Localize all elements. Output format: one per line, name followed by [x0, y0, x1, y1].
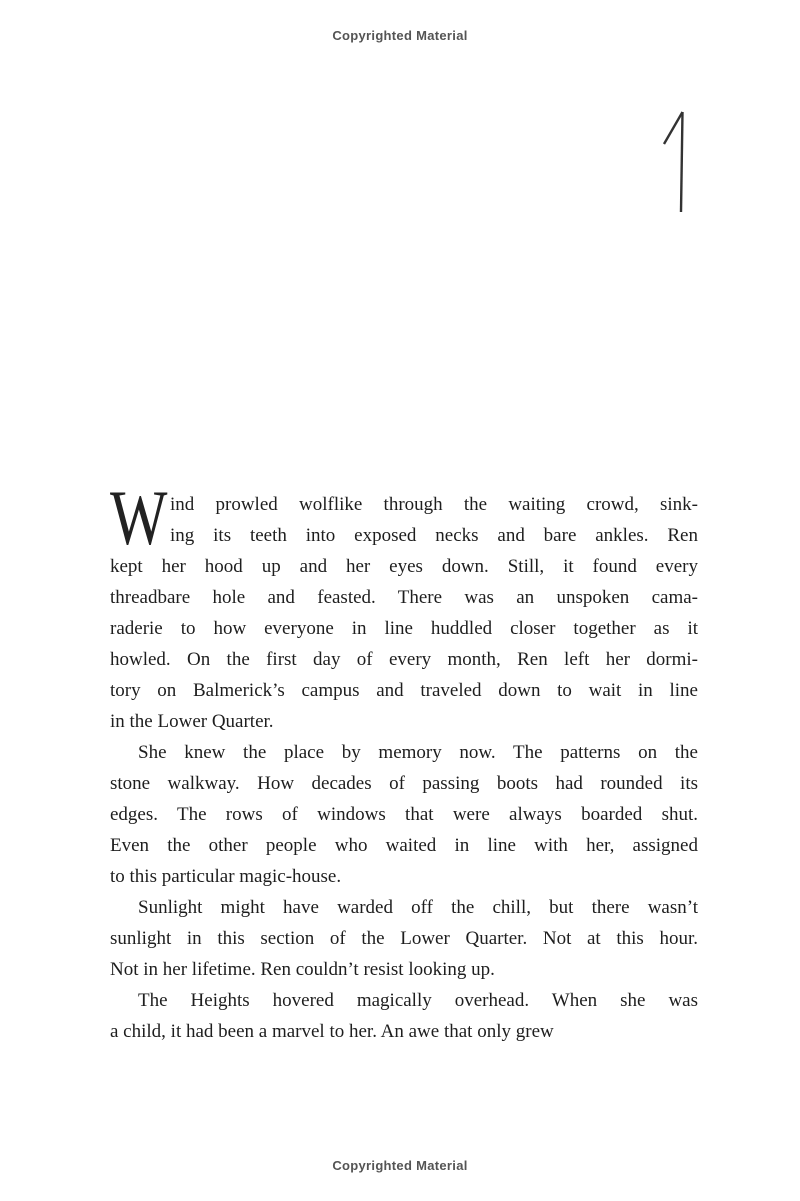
text-line: a child, it had been a marvel to her. An awe that only grew	[110, 1021, 554, 1042]
chapter-number-glyph	[654, 110, 692, 214]
text-line: edges. The rows of windows that were always boarded shut.	[110, 804, 698, 825]
text-line: in the Lower Quarter.	[110, 711, 274, 732]
copyright-notice-top: Copyrighted Material	[332, 28, 468, 43]
chapter-number	[654, 110, 692, 214]
text-line: Even the other people who waited in line with her, assigned	[110, 835, 698, 856]
text-line: howled. On the first day of every month, Ren left her dormi-	[110, 649, 698, 670]
text-line: to this particular magic-house.	[110, 866, 342, 887]
text-line: raderie to how everyone in line huddled closer together as it	[110, 618, 698, 639]
text-line: The Heights hovered magically overhead. When she was	[138, 990, 698, 1011]
copyright-notice-bottom: Copyrighted Material	[332, 1158, 468, 1173]
text-line: stone walkway. How decades of passing boots had rounded its	[110, 773, 698, 794]
paragraph	[110, 474, 698, 737]
text-line: ing its teeth into exposed necks and bare ankles. Ren	[170, 525, 698, 546]
paragraph	[110, 985, 698, 1047]
text-line: Not in her lifetime. Ren couldn’t resist looking up.	[110, 959, 495, 980]
text-line: kept her hood up and her eyes down. Still, it found every	[110, 556, 698, 577]
text-line: She knew the place by memory now. The patterns on the	[138, 742, 698, 763]
drop-cap: W	[110, 474, 168, 561]
text-line: Sunlight might have warded off the chill, but there wasn’t	[138, 897, 698, 918]
paragraph	[110, 737, 698, 892]
body-text	[110, 474, 698, 1047]
paragraph	[110, 892, 698, 985]
text-line: sunlight in this section of the Lower Quarter. Not at this hour.	[110, 928, 698, 949]
text-line: tory on Balmerick’s campus and traveled down to wait in line	[110, 680, 698, 701]
text-line: threadbare hole and feasted. There was an unspoken cama-	[110, 587, 698, 608]
text-line: Wind prowled wolflike through the waiting crowd, sink-	[110, 474, 698, 561]
